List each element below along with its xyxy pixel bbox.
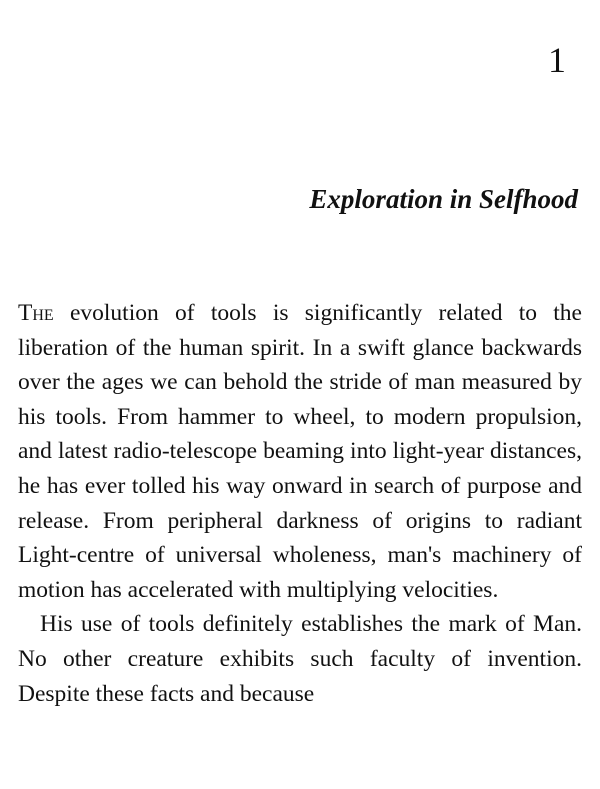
chapter-title: Exploration in Selfhood (309, 184, 578, 214)
body-text (18, 296, 582, 711)
lead-word: The (18, 300, 54, 326)
paragraph-2: His use of tools definitely establishes the mark of Man. No other creature exhibits such faculty of invention. Despite these facts and because (18, 611, 582, 707)
paragraph-1 (18, 296, 582, 607)
chapter-number: 1 (548, 40, 566, 80)
paragraph-1-text: evolution of tools is significantly related to the liberation of the human spirit. In a swift glance backwards over the ages we can behold the stride of man measured by his tools. From hammer to wheel, to modern propulsion, and latest radio-telescope beaming into light-year distances, he has ever tolled his way onward in search of purpose and release. From peripheral darkness of origins to radiant Light-centre of universal wholeness, man's machinery of motion has accelerated with multiplying velocities. (18, 300, 582, 603)
